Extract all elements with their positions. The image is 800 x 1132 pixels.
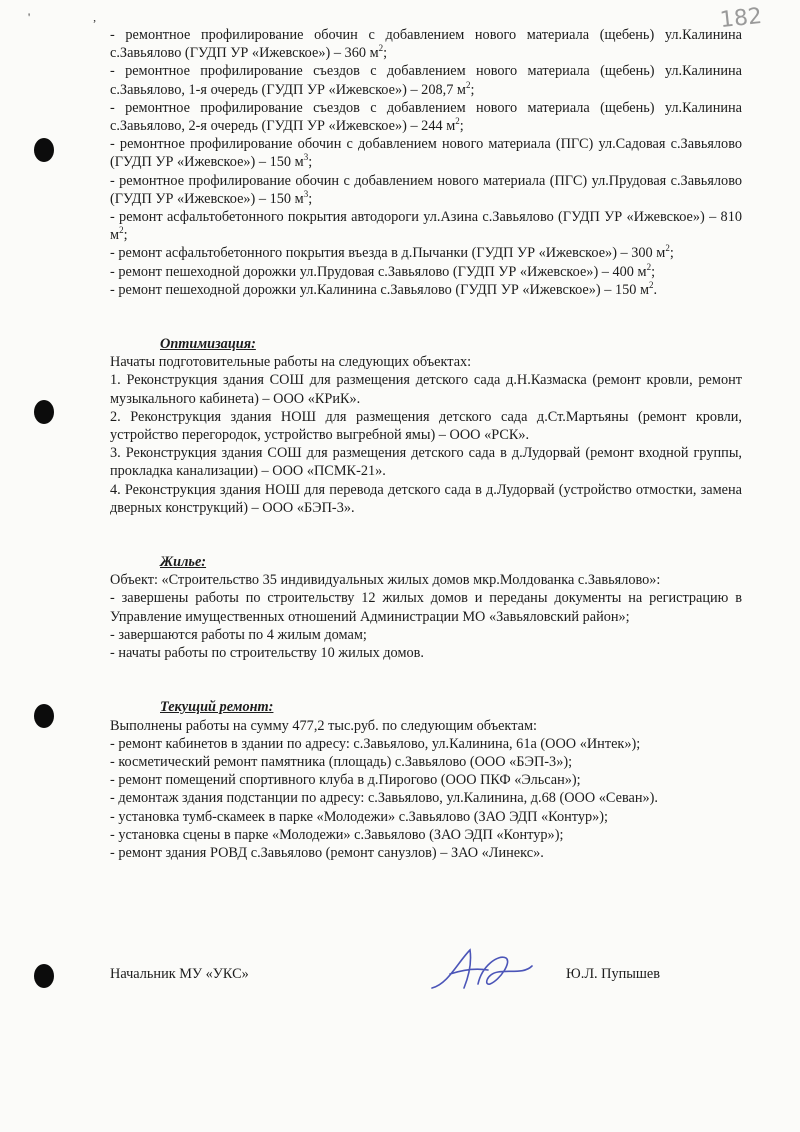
section-intro: Объект: «Строительство 35 индивидуальных жилых домов мкр.Молдованка с.Завьялово»: [110, 572, 661, 589]
list-item: - ремонтное профилирование съездов с добавлением нового материала (щебень) ул.Калинина с.Завьялово, 2-я очередь (ГУДП УР «Ижевское») – 244 $м^2$; [110, 99, 742, 135]
section-intro: Выполнены работы на сумму 477,2 тыс.руб. по следующим объектам: [110, 717, 537, 734]
section-repair [110, 698, 742, 862]
list-item: - ремонт асфальтобетонного покрытия автодороги ул.Азина с.Завьялово (ГУДП УР «Ижевское») – 810 $м^2$; [110, 209, 742, 244]
binder-hole [34, 138, 54, 162]
list-item: - ремонт пешеходной дорожки ул.Прудовая с.Завьялово (ГУДП УР «Ижевское») – 400 $м^2$; [110, 261, 656, 280]
list-item: - ремонтное профилирование обочин с добавлением нового материала (ПГС) ул.Прудовая с.Завьялово (ГУДП УР «Ижевское») – 150 $м^3$; [110, 172, 742, 207]
section-optimization [110, 335, 742, 517]
list-item: - начаты работы по строительству 10 жилых домов. [110, 645, 424, 662]
list-item: - ремонтное профилирование обочин с добавлением нового материала (щебень) ул.Калинина с.Завьялово (ГУДП УР «Ижевское») – 360 $м^2$; [110, 27, 742, 62]
binder-hole [34, 400, 54, 424]
binder-hole [34, 704, 54, 728]
list-item: - установка тумб-скамеек в парке «Молодежи» с.Завьялово (ЗАО ЭДП «Контур»); [110, 808, 609, 825]
list-item: - косметический ремонт памятника (площадь) с.Завьялово (ООО «БЭП-3»); [110, 753, 573, 770]
list-item: - ремонт пешеходной дорожки ул.Калинина с.Завьялово (ГУДП УР «Ижевское») – 150 $м^2$. [110, 280, 658, 298]
binder-hole [34, 964, 54, 988]
list-item: 3. Реконструкция здания СОШ для размещения детского сада в д.Лудорвай (ремонт входной группы, прокладка канализации) – ООО «ПСМК-21». [110, 445, 742, 480]
section-intro: Начаты подготовительные работы на следующих объектах: [110, 354, 472, 371]
list-item: - демонтаж здания подстанции по адресу: с.Завьялово, ул.Калинина, д.68 (ООО «Севан»). [110, 790, 659, 807]
section-housing [110, 553, 742, 662]
list-item: - ремонт асфальтобетонного покрытия въезда в д.Пычанки (ГУДП УР «Ижевское») – 300 $м^2$; [110, 243, 674, 262]
list-item: - ремонт помещений спортивного клуба в д.Пирогово (ООО ПКФ «Эльсан»); [110, 772, 581, 789]
list-item: 1. Реконструкция здания СОШ для размещения детского сада д.Н.Казмаска (ремонт кровли, ремонт музыкального кабинета) – ООО «КРиК». [110, 372, 742, 407]
list-item: - ремонтное профилирование обочин с добавлением нового материала (ПГС) ул.Садовая с.Завьялово (ГУДП УР «Ижевское») – 150 $м^3$; [110, 136, 742, 171]
list-item: - ремонтное профилирование съездов с добавлением нового материала (щебень) ул.Калинина с.Завьялово, 1-я очередь (ГУДП УР «Ижевское») – 208,7 $м^2$; [110, 63, 742, 98]
section-heading: Жилье: [160, 554, 207, 571]
section-heading: Текущий ремонт: [160, 699, 274, 716]
document-body [110, 26, 742, 862]
page-number: 182 [718, 3, 764, 34]
list-item: 2. Реконструкция здания НОШ для размещения детского сада д.Ст.Мартьяны (ремонт кровли, устройство перегородок, устройство выгребной ямы) – ООО «РСК». [110, 408, 742, 444]
list-item: - завершаются работы по 4 жилым домам; [110, 626, 367, 643]
corner-marks: ' , [28, 10, 127, 24]
list-item: 4. Реконструкция здания НОШ для перевода детского сада в д.Лудорвай (устройство отмостки, замена дверных конструкций) – ООО «БЭП-3». [110, 481, 742, 516]
list-item: - завершены работы по строительству 12 жилых домов и переданы документы на регистрацию в Управление имущественных отношений Администрации МО «Завьяловский район»; [110, 590, 742, 625]
list-item: - ремонт кабинетов в здании по адресу: с.Завьялово, ул.Калинина, 61а (ООО «Интек»); [110, 735, 641, 752]
list-item: - установка сцены в парке «Молодежи» с.Завьялово (ЗАО ЭДП «Контур»); [110, 826, 564, 843]
signatory-name: Ю.Л. Пупышев [566, 966, 660, 982]
paving-list [110, 26, 742, 299]
signatory-position: Начальник МУ «УКС» [110, 966, 249, 982]
section-heading: Оптимизация: [160, 336, 256, 353]
list-item: - ремонт здания РОВД с.Завьялово (ремонт санузлов) – ЗАО «Линекс». [110, 844, 544, 861]
handwritten-signature [428, 944, 538, 1000]
